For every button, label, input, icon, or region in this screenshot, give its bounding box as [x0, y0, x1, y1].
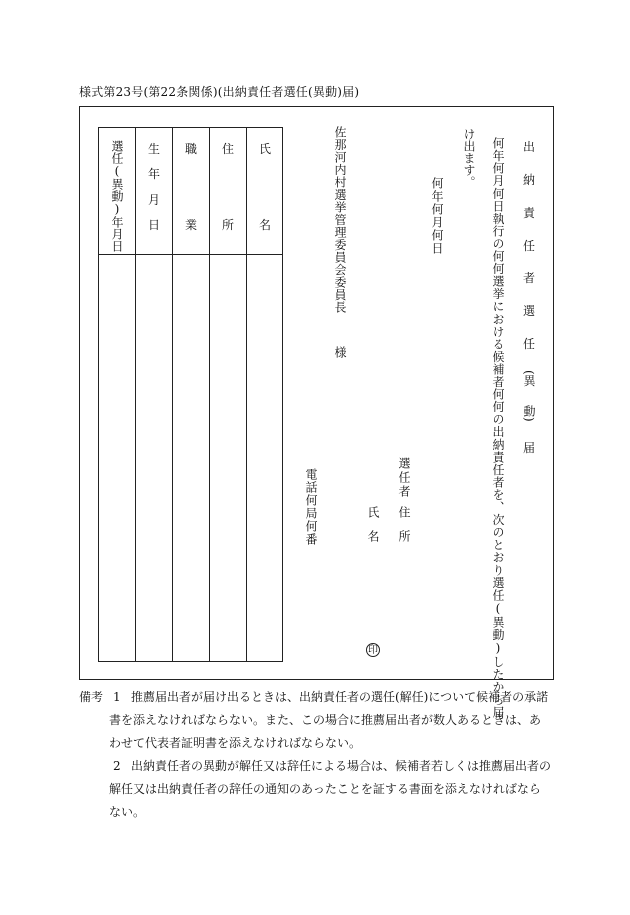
table-header-char: 月	[147, 192, 160, 207]
notes-label: 備考	[79, 690, 104, 704]
heading-char: (異	[522, 369, 536, 387]
table-header-birthdate	[136, 142, 172, 232]
table-header-char: 生	[147, 142, 160, 156]
table-header-occupation	[173, 142, 209, 232]
table-header-char: 年	[147, 167, 160, 182]
note-item	[79, 686, 559, 755]
applicant-role: 選任者	[397, 457, 411, 499]
note-text: 出納責任者の異動が解任又は辞任による場合は、候補者若しくは推薦届出者の	[131, 759, 552, 773]
notes-section	[79, 686, 559, 824]
note-number: 1	[113, 690, 121, 704]
table-header-char: 業	[184, 218, 197, 232]
form-title: 様式第23号(第22条関係)(出納責任者選任(異動)届)	[79, 85, 360, 99]
table-header-appointment-date: 選任(異動)年月日	[110, 140, 124, 252]
table-header-divider	[99, 254, 282, 255]
applicant-phone: 電話何局何番	[304, 468, 318, 546]
table-header-name	[247, 142, 283, 232]
note-text: わせて代表者証明書を添えなければならない。	[109, 736, 362, 750]
applicant-name-label: 氏 名	[366, 506, 380, 542]
body-text-line2: け出ます。	[462, 128, 476, 188]
table-header-char: 氏	[258, 142, 271, 156]
note-text: ない。	[109, 805, 146, 819]
note-item	[79, 755, 559, 824]
body-text-line1: 何年何月何日執行の何何選挙における候補者何何の出納責任者を、次のとおり選任(異動)したから届	[491, 137, 505, 719]
form-heading	[521, 140, 537, 455]
table-header-char: 職	[184, 142, 197, 156]
applicant-address-label: 住 所	[397, 506, 411, 542]
table-header-address	[210, 142, 246, 232]
table-header-char: 所	[221, 218, 234, 232]
heading-char: 責	[522, 205, 535, 220]
note-text: 推薦届出者が届け出るときは、出納責任者の選任(解任)について候補者の承諾	[131, 690, 549, 704]
appointee-table	[98, 127, 283, 662]
table-header-char: 住	[221, 142, 234, 156]
table-header-char: 名	[258, 218, 271, 232]
recipient-honorific: 様	[333, 346, 347, 358]
heading-char: 動)	[522, 405, 536, 423]
seal-mark: 印	[368, 645, 378, 656]
heading-char: 届	[522, 440, 535, 455]
heading-char: 者	[522, 271, 535, 286]
table-header-char: 日	[147, 217, 160, 232]
note-text: 解任又は出納責任者の辞任の通知のあったことを証する書面を添えなければなら	[109, 782, 541, 796]
date-line: 何年何月何日	[430, 177, 444, 255]
heading-char: 任	[522, 238, 535, 253]
heading-char: 任	[522, 337, 535, 352]
recipient-title: 佐那河内村選挙管理委員会委員長	[333, 126, 347, 314]
note-number: 2	[113, 759, 121, 773]
heading-char: 選	[522, 304, 535, 319]
heading-char: 納	[522, 172, 535, 187]
heading-char: 出	[522, 140, 535, 154]
note-text: 書を添えなければならない。また、この場合に推薦届出者が数人あるときは、あ	[109, 713, 542, 727]
